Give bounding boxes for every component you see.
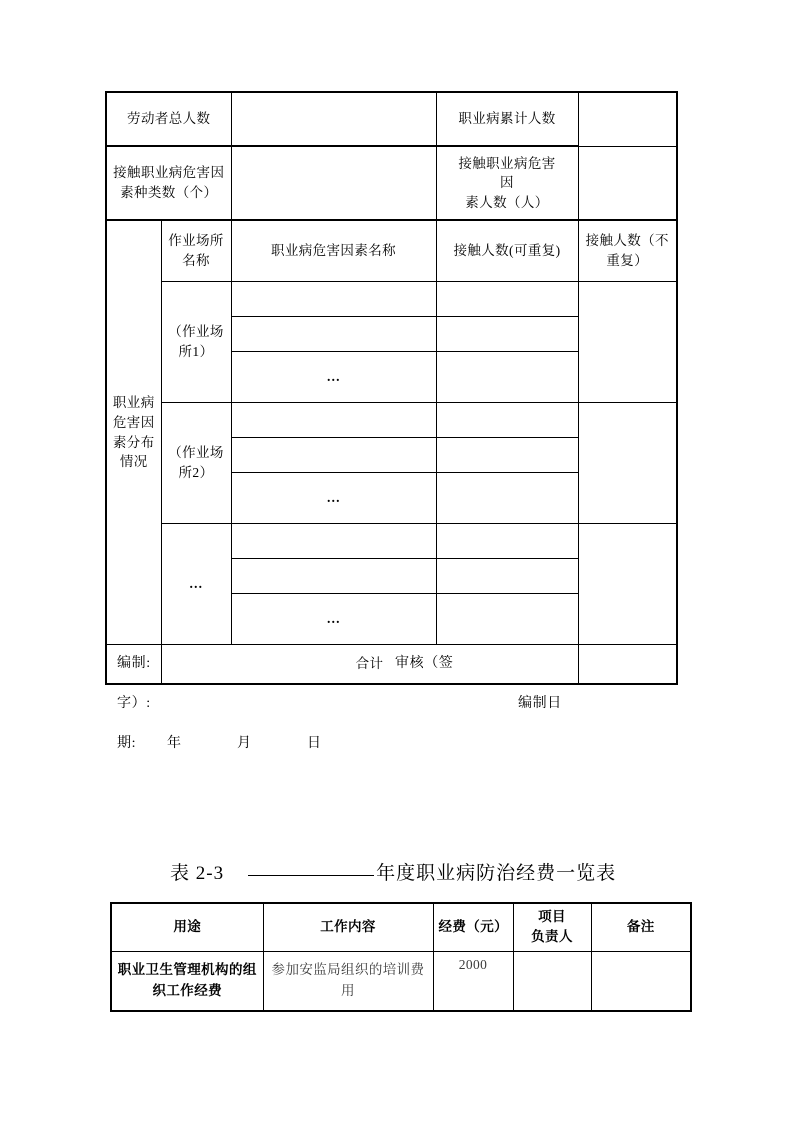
exposed-repeat-cell[interactable] [436, 438, 578, 473]
hazard-factor-ellipsis: … [231, 352, 436, 403]
table-2-title-text: 年度职业病防治经费一览表 [376, 863, 617, 884]
value-total-workers[interactable] [231, 92, 436, 146]
exposed-repeat-cell[interactable] [436, 559, 578, 594]
cell-work-content[interactable]: 参加安监局组织的培训费用 [263, 951, 433, 1011]
workplace-name-2[interactable]: （作业场所2） [161, 403, 231, 524]
value-cumulative-cases[interactable] [578, 92, 677, 146]
cell-project-owner[interactable] [513, 951, 591, 1011]
signature-block [105, 650, 705, 770]
hazard-factor-cell[interactable] [231, 524, 436, 559]
label-cumulative-cases: 职业病累计人数 [436, 92, 578, 146]
date-line-label: 期: [117, 736, 137, 751]
table-2 [110, 902, 692, 1012]
label-exposed-persons [436, 146, 578, 220]
signature-line-3 [105, 730, 705, 770]
exposed-unique-3[interactable] [578, 524, 677, 645]
header-use: 用途 [111, 903, 263, 951]
header-project-owner-line1: 项目 [538, 909, 566, 924]
table-row [111, 951, 691, 1011]
table-row [106, 92, 677, 146]
exposed-repeat-cell[interactable] [436, 524, 578, 559]
table-header-row [111, 903, 691, 951]
exposed-repeat-cell[interactable] [436, 317, 578, 352]
signature-line-1 [105, 650, 705, 690]
exposed-unique-2[interactable] [578, 403, 677, 524]
section-label-distribution: 职业病危害因素分布情况 [106, 220, 161, 645]
occupational-hazard-table [105, 91, 676, 685]
year-label: 年 [167, 736, 182, 751]
total-label: 合计 [161, 645, 578, 685]
cell-fee[interactable]: 2000 [433, 951, 513, 1011]
hazard-factor-cell[interactable] [231, 282, 436, 317]
value-hazard-types[interactable] [231, 146, 436, 220]
signature-line-2 [105, 690, 705, 730]
header-hazard-factor-name: 职业病危害因素名称 [231, 220, 436, 282]
label-total-workers: 劳动者总人数 [106, 92, 231, 146]
prevention-budget-table [110, 902, 690, 1012]
header-workplace-name: 作业场所名称 [161, 220, 231, 282]
exposed-repeat-cell[interactable] [436, 282, 578, 317]
table-header-row [106, 220, 677, 282]
hazard-factor-cell[interactable] [231, 559, 436, 594]
header-remark: 备注 [591, 903, 691, 951]
cell-use[interactable]: 职业卫生管理机构的组织工作经费 [111, 951, 263, 1011]
label-exposed-persons-line2: 因 [500, 175, 514, 191]
header-fee: 经费（元） [433, 903, 513, 951]
header-project-owner-line2: 负责人 [531, 929, 573, 945]
table-2-title [170, 858, 616, 885]
exposed-repeat-cell[interactable] [436, 594, 578, 645]
exposed-unique-1[interactable] [578, 282, 677, 403]
header-exposed-repeatable: 接触人数(可重复) [436, 220, 578, 282]
table-row [106, 524, 677, 559]
table-2-number: 表 2-3 [170, 863, 225, 884]
hazard-factor-ellipsis: … [231, 473, 436, 524]
header-project-owner [513, 903, 591, 951]
reviewed-by-cont-label: 字）: [117, 696, 151, 711]
label-exposed-persons-line3: 素人数（人） [465, 194, 549, 210]
compiled-by-label: 编制: [117, 656, 151, 671]
workplace-name-ellipsis: … [161, 524, 231, 645]
table-row [106, 282, 677, 317]
compile-date-label: 编制日 [518, 696, 562, 711]
cell-remark[interactable] [591, 951, 691, 1011]
label-hazard-types: 接触职业病危害因素种类数（个） [106, 146, 231, 220]
exposed-repeat-cell[interactable] [436, 352, 578, 403]
header-exposed-unique: 接触人数（不重复） [578, 220, 677, 282]
table-1 [105, 91, 678, 685]
year-blank-underline[interactable] [248, 875, 374, 876]
exposed-repeat-cell[interactable] [436, 403, 578, 438]
hazard-factor-cell[interactable] [231, 403, 436, 438]
workplace-name-1[interactable]: （作业场所1） [161, 282, 231, 403]
day-label: 日 [307, 736, 322, 751]
label-exposed-persons-line1: 接触职业病危害 [458, 155, 556, 171]
exposed-repeat-cell[interactable] [436, 473, 578, 524]
value-exposed-persons[interactable] [578, 146, 677, 220]
hazard-factor-cell[interactable] [231, 317, 436, 352]
table-row [106, 403, 677, 438]
month-label: 月 [237, 736, 252, 751]
header-work-content: 工作内容 [263, 903, 433, 951]
hazard-factor-ellipsis: … [231, 594, 436, 645]
reviewed-by-label: 审核（签 [395, 656, 454, 671]
hazard-factor-cell[interactable] [231, 438, 436, 473]
table-row [106, 146, 677, 220]
